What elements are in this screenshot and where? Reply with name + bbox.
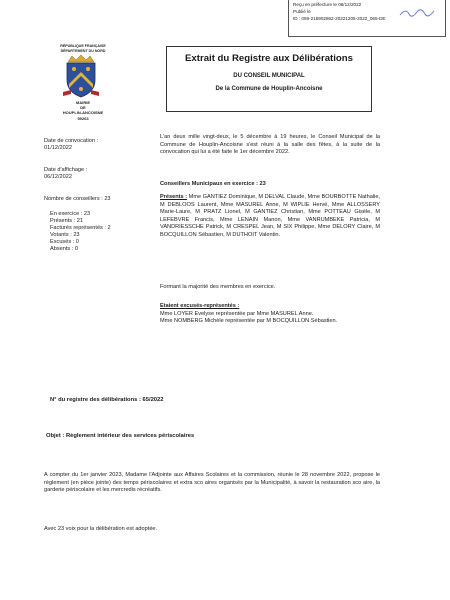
presents-label: Présents : (160, 194, 188, 200)
affichage-date: 06/12/2022 (44, 174, 72, 180)
page-title: Extrait du Registre aux Délibérations (185, 53, 353, 64)
convocation-label: Date de convocation : (44, 138, 99, 144)
affichage-info (44, 167, 87, 181)
mairie-line3: HOUPLIN-ANCOISNE (62, 110, 104, 116)
coat-of-arms-icon (60, 54, 102, 98)
excuses-block (160, 303, 380, 326)
stat-item: Absents : 0 (50, 246, 78, 252)
republic-header: RÉPUBLIQUE FRANÇAISE DÉPARTEMENT DU NORD (60, 44, 106, 53)
stamp-published: Publié le (293, 9, 311, 14)
prefecture-stamp (288, 0, 446, 37)
stat-item: Facturés représentés : 2 (50, 225, 111, 231)
stat-item: Excusés : 0 (50, 239, 79, 245)
presents-paragraph (160, 194, 380, 240)
excuses-label: Etaient excusés-représentés : (160, 303, 240, 309)
presents-list: Mme GANTIEZ Dominique, M DELVAL Claude, Mme BOURBOTTE Nathalie, M DEBLOOS Laurent, Mme MASUREL Anne, M WIPLIE Hervé, Mme ALLOSSERY Marie-Laure, M PRATZ Lionel, M GANTIEZ Christian, Mme POTTEAU Gisèle, M LEFEBVRE Francis, Mme LENAIN Manon, Mme VANRUMBEKE Patricia, M VANDRIESSCHE Patrick, M CRESPEL Jean, M SIX Philippe, Mme DELORY Claire, M BOCQUILLON Sébastien, M DUTHOIT Valentin. (160, 194, 380, 238)
excuses-line2: Mme NOMBERG Michèle représentée par M BOCQUILLON Sébastien. (160, 318, 338, 325)
vote-line: Avec 23 voix pour la délibération est adoptée. (44, 526, 158, 532)
mairie-postcode: 59263 (77, 115, 89, 121)
conseillers-line: Conseillers Municipaux en exercice : 23 (160, 181, 266, 187)
stat-item: En exercice : 23 (50, 211, 91, 217)
stamp-received: Reçu en préfecture le 06/12/2022 (293, 2, 362, 7)
mairie-label (50, 100, 116, 121)
convocation-info (44, 138, 98, 152)
intro-paragraph: L'an deux mille vingt-deux, le 5 décembre à 19 heures, le Conseil Municipal de la Commune de Houplin-Ancoisne s'est réuni à la salle des fêtes, à la suite de la convocation qui lui a été faite le 1er décembre 2022. (160, 134, 380, 156)
commune-name: De la Commune de Houplin-Ancoisne (215, 86, 323, 92)
affichage-label: Date d'affichage : (44, 167, 88, 173)
stamp-id: ID : 059-215902862-20221205-2022_065-DE (293, 16, 386, 21)
council-subtitle: DU CONSEIL MUNICIPAL (233, 73, 305, 79)
excuses-line1: Mme LOYER Evelyse représentée par Mme MASUREL Anne. (160, 310, 314, 317)
signature-scribble-icon (399, 9, 435, 17)
mairie-line1: MAIRIE (76, 100, 90, 105)
registre-number: N° du registre des délibérations : 65/2022 (50, 397, 164, 403)
majorite-line: Formant la majorité des membres en exercice. (160, 284, 276, 290)
objet-line: Objet : Règlement intérieur des services périscolaires (46, 433, 195, 439)
convocation-date: 01/12/2022 (44, 145, 72, 151)
stats-list (50, 211, 111, 253)
nombre-conseillers: Nombre de conseillers : 23 (44, 196, 111, 202)
stat-item: Votants : 23 (50, 232, 80, 238)
mairie-line2: DE (80, 105, 86, 111)
stat-item: Présents : 21 (50, 218, 83, 224)
decision-paragraph: A compter du 1er janvier 2023, Madame l'Adjointe aux Affaires Scolaires et la commission, réunie le 28 novembre 2022, propose le règlement (en pièce jointe) des temps périscolaires et extra sco aires organisés par la Municipalité, à savoir la restauration sco aire, la garderie périscolaire et les mercredis récréatifs. (44, 472, 380, 494)
title-box (166, 46, 372, 112)
